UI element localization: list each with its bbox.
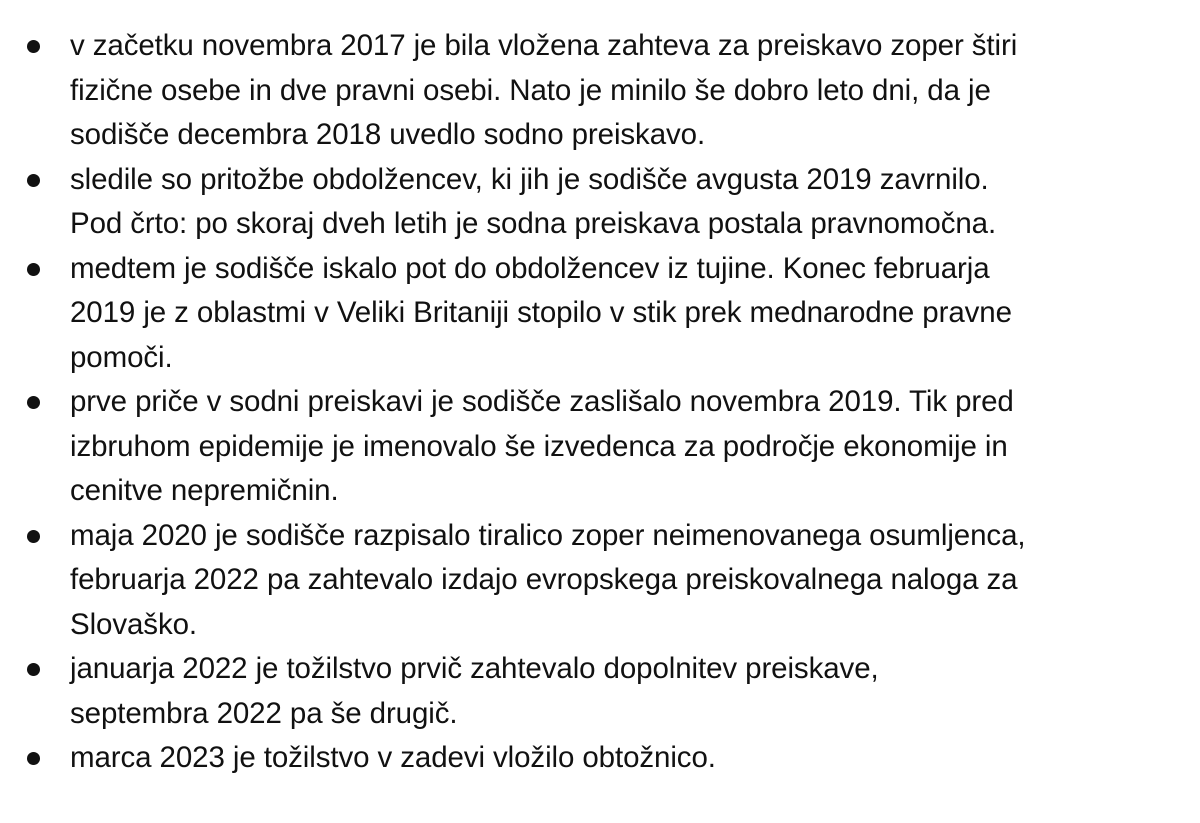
timeline-bullet-list: [0, 24, 1200, 781]
bullet-icon: [27, 174, 40, 187]
list-item: [0, 24, 1200, 158]
list-item: [0, 380, 1200, 514]
bullet-icon: [27, 530, 40, 543]
bullet-icon: [27, 40, 40, 53]
list-item-line: septembra 2022 pa še drugič.: [70, 696, 458, 730]
bullet-icon: [27, 752, 40, 765]
list-item-line: sledile so pritožbe obdolžencev, ki jih je sodišče avgusta 2019 zavrnilo.: [70, 162, 989, 196]
list-item-line: januarja 2022 je tožilstvo prvič zahtevalo dopolnitev preiskave,: [70, 652, 879, 685]
list-item-line: v začetku novembra 2017 je bila vložena zahteva za preiskavo zoper štiri: [70, 29, 1018, 62]
list-item-line: prve priče v sodni preiskavi je sodišče zaslišalo novembra 2019. Tik pred: [70, 385, 1014, 418]
list-item-line: Slovaško.: [70, 607, 197, 641]
list-item-line: cenitve nepremičnin.: [70, 474, 339, 507]
list-item-line: pomoči.: [70, 340, 173, 374]
list-item: [0, 247, 1200, 381]
list-item-line: sodišče decembra 2018 uvedlo sodno preiskavo.: [70, 118, 706, 151]
list-item-line: marca 2023 je tožilstvo v zadevi vložilo obtožnico.: [70, 741, 716, 774]
list-item-line: izbruhom epidemije je imenovalo še izvedenca za področje ekonomije in: [70, 429, 1008, 463]
bullet-icon: [27, 263, 40, 276]
document-page: [0, 24, 1200, 781]
list-item-line: Pod črto: po skoraj dveh letih je sodna preiskava postala pravnomočna.: [70, 207, 997, 240]
list-item-line: 2019 je z oblastmi v Veliki Britaniji stopilo v stik prek mednarodne pravne: [70, 296, 1012, 329]
bullet-icon: [27, 396, 40, 409]
list-item: [0, 514, 1200, 648]
bullet-icon: [27, 663, 40, 676]
list-item: [0, 647, 1200, 736]
list-item: [0, 736, 1200, 781]
list-item-line: fizične osebe in dve pravni osebi. Nato je minilo še dobro leto dni, da je: [70, 73, 991, 107]
list-item-line: februarja 2022 pa zahtevalo izdajo evropskega preiskovalnega naloga za: [70, 563, 1018, 596]
list-item-line: medtem je sodišče iskalo pot do obdolžencev iz tujine. Konec februarja: [70, 251, 990, 285]
list-item-line: maja 2020 je sodišče razpisalo tiralico zoper neimenovanega osumljenca,: [70, 518, 1026, 552]
list-item: [0, 158, 1200, 247]
